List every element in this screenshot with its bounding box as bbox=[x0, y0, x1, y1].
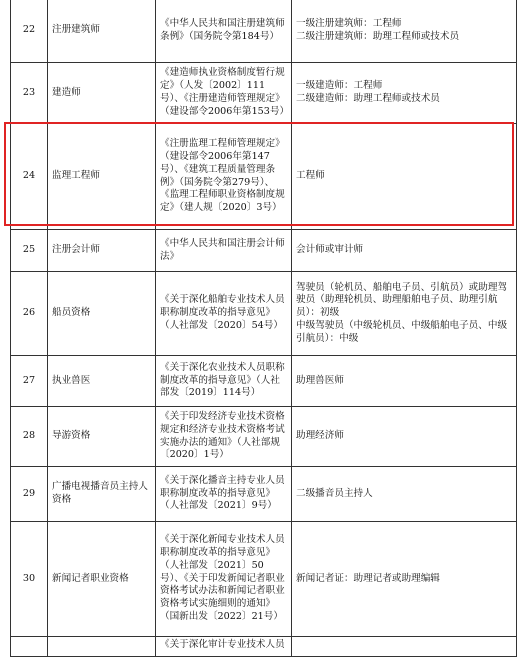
qualification-name: 新闻记者职业资格 bbox=[48, 522, 156, 637]
row-number: 22 bbox=[11, 0, 48, 63]
row-number: 24 bbox=[11, 124, 48, 230]
policy-basis: 《建造师执业资格制度暂行规定》（人发〔2002〕111号）、《注册建造师管理规定》（建设部令2006年第153号） bbox=[156, 63, 292, 124]
title-line: 驾驶员（轮机员、船舶电子员、引航员）或助理驾驶员（助理轮机员、助理船舶电子员、助理引航员）：初级 bbox=[296, 281, 508, 319]
table-row bbox=[11, 272, 517, 356]
table-row bbox=[11, 637, 517, 657]
table-row bbox=[11, 0, 517, 63]
row-number: 30 bbox=[11, 522, 48, 637]
policy-basis: 《中华人民共和国注册会计师法》 bbox=[156, 230, 292, 272]
row-number: 29 bbox=[11, 467, 48, 522]
policy-basis: 《关于深化农业技术人员职称制度改革的指导意见》（人社部发〔2019〕114号） bbox=[156, 356, 292, 407]
qualification-name: 船员资格 bbox=[48, 272, 156, 356]
equivalent-title bbox=[292, 0, 517, 63]
policy-basis: 《关于深化船舶专业技术人员职称制度改革的指导意见》（人社部发〔2020〕54号） bbox=[156, 272, 292, 356]
table-row bbox=[11, 522, 517, 637]
qualification-name: 建造师 bbox=[48, 63, 156, 124]
policy-basis: 《注册监理工程师管理规定》（建设部令2006年第147号）、《建筑工程质量管理条例》（国务院令第279号）、《监理工程师职业资格制度规定》（建人规〔2020〕3号） bbox=[156, 124, 292, 230]
equivalent-title bbox=[292, 356, 517, 407]
qualification-name: 注册建筑师 bbox=[48, 0, 156, 63]
policy-basis: 《关于印发经济专业技术资格规定和经济专业技术资格考试实施办法的通知》（人社部规〔2020〕1号） bbox=[156, 407, 292, 467]
table-row bbox=[11, 63, 517, 124]
title-line: 助理经济师 bbox=[296, 430, 344, 442]
title-line: 一级建造师：工程师 bbox=[296, 80, 383, 92]
row-number: 25 bbox=[11, 230, 48, 272]
table-body bbox=[11, 0, 517, 657]
equivalent-title bbox=[292, 637, 517, 657]
qualification-name: 导游资格 bbox=[48, 407, 156, 467]
row-number: 27 bbox=[11, 356, 48, 407]
title-line: 二级注册建筑师：助理工程师或技术员 bbox=[296, 30, 460, 42]
qualification-name: 监理工程师 bbox=[48, 124, 156, 230]
title-line: 助理兽医师 bbox=[296, 374, 344, 386]
policy-basis: 《关于深化新闻专业技术人员职称制度改革的指导意见》（人社部发〔2021〕50号）、《关于印发新闻记者职业资格考试办法和新闻记者职业资格考试实施细则的通知》（国新出发〔2022〕21号） bbox=[156, 522, 292, 637]
equivalent-title bbox=[292, 522, 517, 637]
equivalent-title bbox=[292, 407, 517, 467]
title-line: 二级播音员主持人 bbox=[296, 487, 373, 499]
row-number: 26 bbox=[11, 272, 48, 356]
row-number: 23 bbox=[11, 63, 48, 124]
table-row bbox=[11, 356, 517, 407]
title-line: 二级建造师：助理工程师或技术员 bbox=[296, 93, 440, 104]
table-row bbox=[11, 407, 517, 467]
policy-basis: 《中华人民共和国注册建筑师条例》（国务院令第184号） bbox=[156, 0, 292, 63]
equivalent-title bbox=[292, 230, 517, 272]
title-line: 中级驾驶员（中级轮机员、中级船舶电子员、中级引航员）：中级 bbox=[296, 319, 508, 344]
table-row bbox=[11, 230, 517, 272]
row-number: 28 bbox=[11, 407, 48, 467]
table-row bbox=[11, 467, 517, 522]
qualification-table bbox=[10, 0, 517, 657]
equivalent-title bbox=[292, 63, 517, 124]
table-row bbox=[11, 124, 517, 230]
qualification-name: 广播电视播音员主持人资格 bbox=[48, 467, 156, 522]
title-line: 新闻记者证：助理记者或助理编辑 bbox=[296, 572, 440, 584]
equivalent-title bbox=[292, 467, 517, 522]
equivalent-title bbox=[292, 272, 517, 356]
policy-basis: 《关于深化播音主持专业人员职称制度改革的指导意见》（人社部发〔2021〕9号） bbox=[156, 467, 292, 522]
qualification-name bbox=[48, 637, 156, 657]
title-line: 一级注册建筑师：工程师 bbox=[296, 17, 402, 29]
policy-basis: 《关于深化审计专业技术人员 bbox=[156, 637, 292, 657]
title-line: 会计师或审计师 bbox=[296, 244, 364, 256]
equivalent-title bbox=[292, 124, 517, 230]
qualification-name: 执业兽医 bbox=[48, 356, 156, 407]
row-number bbox=[11, 637, 48, 657]
qualification-name: 注册会计师 bbox=[48, 230, 156, 272]
title-line: 工程师 bbox=[296, 170, 325, 182]
